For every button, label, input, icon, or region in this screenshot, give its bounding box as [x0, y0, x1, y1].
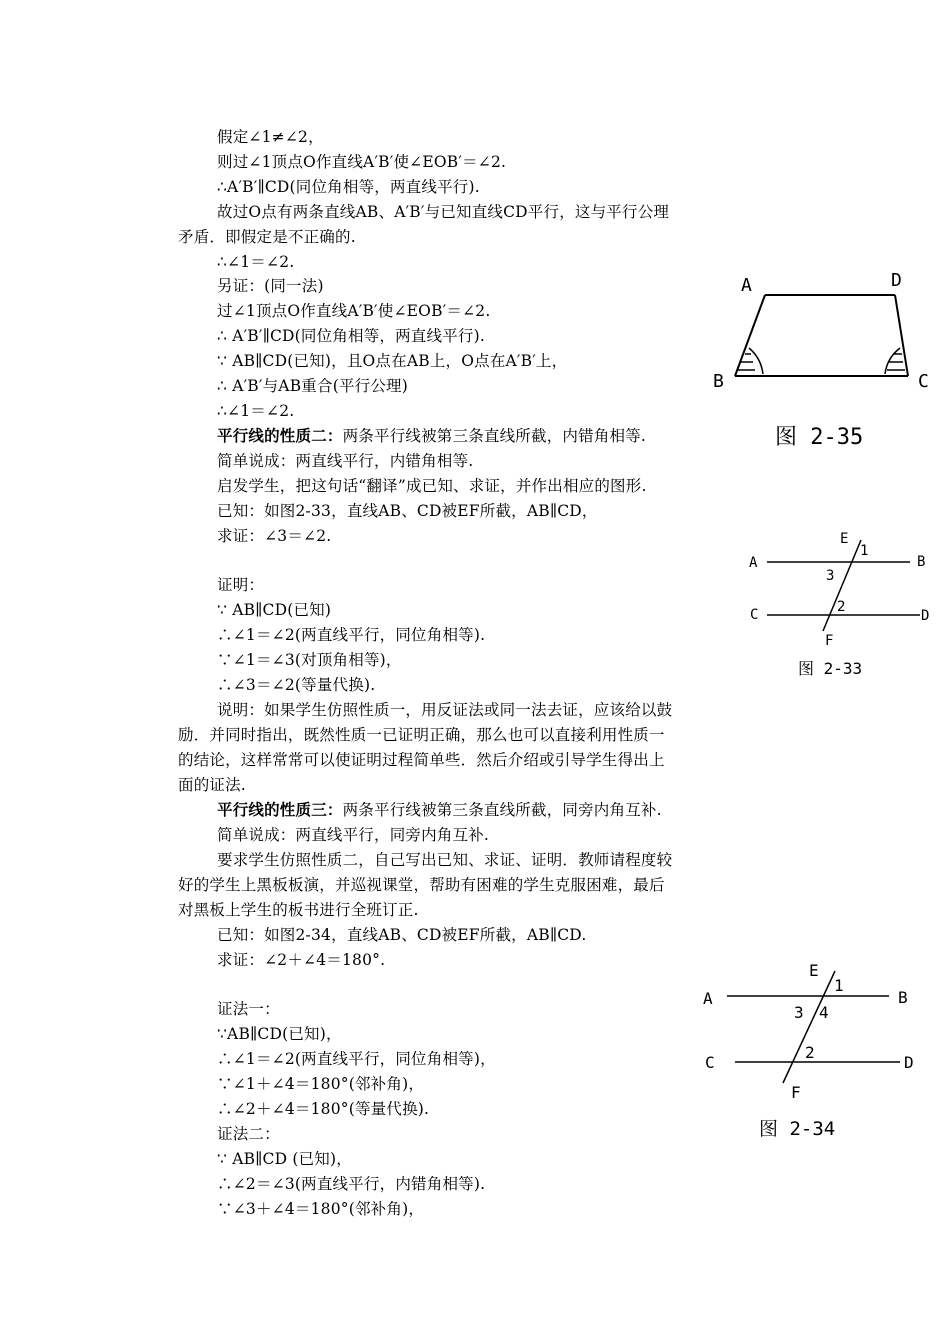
label-e: E — [809, 961, 819, 980]
text-line: 好的学生上黑板板演，并巡视课堂，帮助有困难的学生克服困难，最后 — [178, 876, 665, 894]
property-2-text: 两条平行线被第三条直线所截，内错角相等. — [342, 427, 647, 445]
figure-2-34 — [695, 958, 925, 1143]
label-e: E — [840, 531, 849, 547]
text-line: ∵ AB∥CD(已知)，且O点在AB上，O点在A′B′上， — [217, 352, 568, 370]
label-d: D — [921, 608, 930, 624]
text-line: 简单说成：两直线平行，内错角相等. — [217, 452, 474, 470]
text-line: 说明：如果学生仿照性质一，用反证法或同一法去证，应该给以鼓 — [217, 701, 673, 719]
figure-2-33-svg — [740, 528, 945, 683]
text-line: 已知：如图2-33，直线AB、CD被EF所截，AB∥CD， — [217, 502, 598, 520]
text-line: 则过∠1顶点O作直线A′B′使∠EOB′＝∠2. — [217, 153, 507, 171]
text-line: 另证：(同一法) — [217, 277, 324, 295]
label-b: B — [898, 988, 908, 1007]
text-line: ∴A′B′∥CD(同位角相等，两直线平行). — [217, 178, 480, 196]
angle-c-hatch — [887, 354, 905, 370]
text-line: 证法一： — [217, 1000, 280, 1018]
text-line: 过∠1顶点O作直线A′B′使∠EOB′＝∠2. — [217, 302, 491, 320]
line-ef — [823, 540, 861, 631]
figure-2-33 — [740, 528, 945, 683]
angle-1-label: 1 — [834, 976, 844, 995]
label-b: B — [917, 554, 926, 570]
label-a: A — [703, 989, 713, 1008]
text-line: ∵∠1＝∠3(对顶角相等)， — [217, 651, 402, 669]
label-a: A — [749, 555, 758, 571]
label-a: A — [741, 275, 752, 296]
text-line: 已知：如图2-34，直线AB、CD被EF所截，AB∥CD. — [217, 926, 587, 944]
angle-2-label: 2 — [837, 599, 846, 615]
angle-1-label: 1 — [860, 543, 869, 559]
label-b: B — [713, 371, 724, 392]
figure-2-35 — [705, 262, 945, 452]
text-line: 要求学生仿照性质二，自己写出已知、求证、证明．教师请程度较 — [217, 851, 673, 869]
property-3-line — [217, 800, 662, 820]
label-d: D — [891, 270, 902, 291]
angle-3-label: 3 — [794, 1003, 804, 1022]
text-line: ∴ A′B′与AB重合(平行公理) — [217, 377, 408, 395]
text-line: ∵∠1＋∠4＝180°(邻补角)， — [217, 1075, 425, 1093]
angle-3-label: 3 — [826, 568, 835, 584]
text-line: ∵ AB∥CD(已知) — [217, 601, 332, 619]
property-3-text: 两条平行线被第三条直线所截，同旁内角互补. — [342, 801, 662, 819]
property-2-line — [217, 426, 697, 446]
text-line: 故过O点有两条直线AB、A′B′与已知直线CD平行，这与平行公理 — [217, 203, 670, 221]
text-line: ∵ AB∥CD (已知)， — [217, 1150, 352, 1168]
caption-2-34: 图 2-34 — [759, 1118, 836, 1140]
text-line: 矛盾．即假定是不正确的. — [178, 228, 356, 246]
label-f: F — [791, 1083, 801, 1102]
text-line: 证法二： — [217, 1125, 280, 1143]
text-line: ∴∠1＝∠2. — [217, 253, 295, 271]
label-c: C — [705, 1053, 715, 1072]
text-line: ∵AB∥CD(已知)， — [217, 1025, 342, 1043]
text-line: 面的证法. — [178, 776, 246, 794]
property-2-title: 平行线的性质二： — [217, 426, 343, 445]
text-line: 求证：∠2＋∠4＝180°. — [217, 951, 386, 969]
text-line: ∴∠1＝∠2. — [217, 402, 295, 420]
text-line: 证明： — [217, 576, 265, 594]
text-line: ∴∠1＝∠2(两直线平行，同位角相等). — [217, 626, 486, 644]
caption-2-33: 图 2-33 — [798, 659, 863, 678]
text-line: ∴∠1＝∠2(两直线平行，同位角相等)， — [217, 1050, 496, 1068]
text-line: 励．并同时指出，既然性质一已证明正确，那么也可以直接利用性质一 — [178, 726, 665, 744]
figure-2-34-svg — [695, 958, 925, 1143]
text-line: 的结论，这样常常可以使证明过程简单些．然后介绍或引导学生得出上 — [178, 751, 665, 769]
text-line: 启发学生，把这句话“翻译”成已知、求证，并作出相应的图形. — [217, 477, 647, 495]
text-line: 简单说成：两直线平行，同旁内角互补. — [217, 826, 490, 844]
label-d: D — [904, 1053, 914, 1072]
figure-2-35-svg — [705, 262, 945, 452]
text-line: 求证：∠3＝∠2. — [217, 527, 332, 545]
label-c: C — [750, 607, 759, 623]
angle-4-label: 4 — [819, 1003, 829, 1022]
line-ef — [783, 971, 835, 1083]
text-line: ∴∠2＝∠3(两直线平行，内错角相等). — [217, 1175, 486, 1193]
text-line: 对黑板上学生的板书进行全班订正. — [178, 901, 419, 919]
label-f: F — [825, 633, 834, 649]
property-3-title: 平行线的性质三： — [217, 800, 343, 819]
text-line: ∴∠3＝∠2(等量代换). — [217, 676, 376, 694]
angle-2-label: 2 — [805, 1043, 815, 1062]
trapezoid-right-edge — [895, 295, 908, 376]
text-line: 假定∠1≠∠2， — [217, 128, 324, 146]
text-line: ∵∠3＋∠4＝180°(邻补角)， — [217, 1200, 425, 1218]
text-line: ∴ A′B′∥CD(同位角相等，两直线平行). — [217, 327, 485, 345]
caption-2-35: 图 2-35 — [775, 425, 864, 450]
text-line: ∴∠2＋∠4＝180°(等量代换). — [217, 1100, 430, 1118]
label-c: C — [918, 371, 929, 392]
